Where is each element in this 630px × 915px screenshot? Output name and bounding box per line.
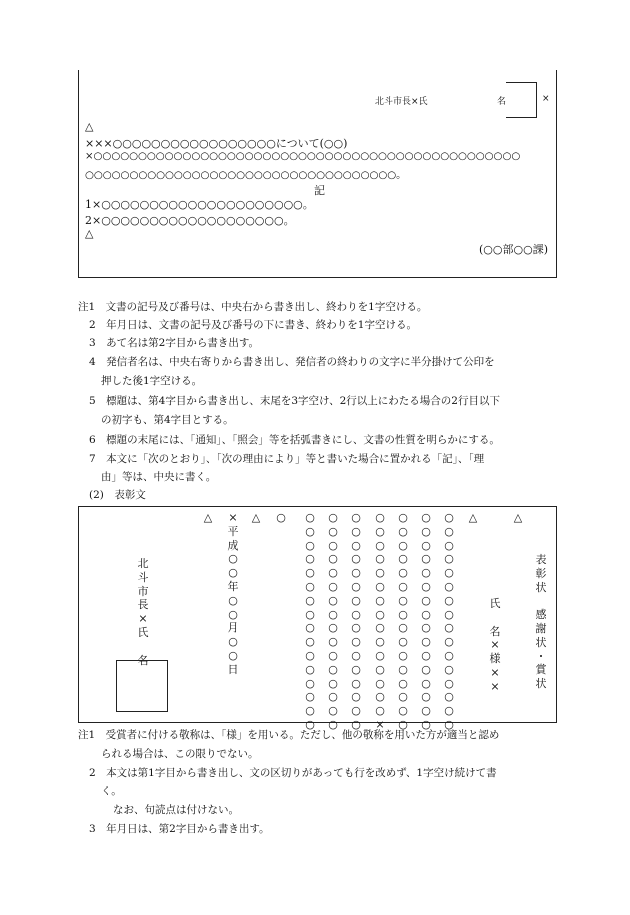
section-heading: (2) 表彰文 [89, 489, 146, 501]
sender-name: 北斗市長×氏 [375, 97, 428, 107]
seal-frame [506, 82, 537, 118]
award-body-column: ○ ○ ○ ○ ○ ○ ○ ○ ○ ○ ○ ○ ○ ○ ○ ○ [398, 511, 408, 731]
award-sender-column: 北 斗 市 長 × 氏 名 [137, 557, 149, 667]
note-line: く。 [101, 785, 122, 797]
note-line: 2 本文は第1字目から書き出し、文の区切りがあっても行を改めず、1字空け続けて書 [89, 767, 497, 779]
date-column: × 平 成 ○ ○ 年 ○ ○ 月 ○ ○ 日 [227, 511, 239, 676]
letter-title: ×××○○○○○○○○○○○○○○○○○について(○○) [85, 137, 348, 150]
award-body-column: ○ ○ ○ ○ ○ ○ ○ ○ ○ ○ ○ ○ ○ ○ ○ ○ [444, 511, 454, 731]
note-line: 6 標題の末尾には、「通知」、「照会」等を括弧書きにし、文書の性質を明らかにする。 [89, 434, 500, 446]
letter-body-line: ○○○○○○○○○○○○○○○○○○○○○○○○○○○○○○○○○○○。 [85, 170, 407, 181]
award-title-column: 表 彰 状 感 謝 状 ・ 賞 状 [535, 553, 547, 691]
recipient-column: 氏 名 × 様 × × [489, 597, 501, 693]
award-body-column: ○ ○ ○ ○ ○ ○ ○ ○ ○ ○ ○ ○ ○ ○ ○ × [375, 511, 385, 731]
space-marker: △ [251, 511, 261, 524]
note-line: 3 あて名は第2字目から書き出す。 [89, 337, 260, 349]
note-line: なお、句読点は付けない。 [113, 804, 239, 816]
note-line: 押した後1字空ける。 [101, 375, 203, 387]
award-body-column: ○ ○ ○ ○ ○ ○ ○ ○ ○ ○ ○ ○ ○ ○ ○ ○ [305, 511, 315, 731]
award-format-box [78, 506, 557, 731]
note-line: 由」等は、中央に書く。 [101, 471, 217, 483]
space-marker: △ [468, 511, 478, 524]
note-line: の初字も、第4字目とする。 [101, 414, 234, 426]
seal-mark: × [542, 94, 550, 104]
ki-heading: 記 [314, 184, 325, 197]
note-line: 4 発信者名は、中央右寄りから書き出し、発信者の終わりの文字に半分掛けて公印を [89, 356, 495, 368]
award-body-column: ○ ○ ○ ○ ○ ○ ○ ○ ○ ○ ○ ○ ○ ○ ○ ○ [328, 511, 338, 731]
note-line: 注1 文書の記号及び番号は、中央右から書き出し、終わりを1字空ける。 [78, 301, 428, 313]
space-marker: △ [85, 120, 94, 133]
award-body-column: ○ ○ ○ ○ ○ ○ ○ ○ ○ ○ ○ ○ ○ ○ ○ ○ [421, 511, 431, 731]
letter-body-line: ×○○○○○○○○○○○○○○○○○○○○○○○○○○○○○○○○○○○○○○○○○○○○○○○○ [85, 151, 521, 162]
note-line: 7 本文に「次のとおり」、「次の理由により」等と書いた場合に置かれる「記」、「理 [89, 453, 485, 465]
letter-format-box [78, 70, 557, 278]
department-label: (○○部○○課) [479, 243, 548, 256]
note-line: 注1 受賞者に付ける敬称は、「様」を用いる。ただし、他の敬称を用いた方が適当と認め [78, 729, 500, 741]
seal-box [116, 660, 168, 712]
note-line: 2 年月日は、文書の記号及び番号の下に書き、終わりを1字空ける。 [89, 319, 417, 331]
note-line: 5 標題は、第4字目から書き出し、末尾を3字空け、2行以上にわたる場合の2行目以下 [89, 395, 500, 407]
letter-item: 2×○○○○○○○○○○○○○○○○○○○。 [85, 214, 295, 227]
space-marker: △ [513, 511, 523, 524]
award-body-column: ○ [276, 511, 286, 524]
space-marker: △ [85, 227, 94, 240]
space-marker: △ [203, 511, 213, 524]
note-line: られる場合は、この限りでない。 [101, 748, 259, 760]
letter-item: 1×○○○○○○○○○○○○○○○○○○○○○。 [85, 198, 314, 211]
award-body-column: ○ ○ ○ ○ ○ ○ ○ ○ ○ ○ ○ ○ ○ ○ ○ ○ [351, 511, 361, 731]
note-line: 3 年月日は、第2字目から書き出す。 [89, 823, 270, 835]
seal-char: 名 [497, 97, 507, 107]
